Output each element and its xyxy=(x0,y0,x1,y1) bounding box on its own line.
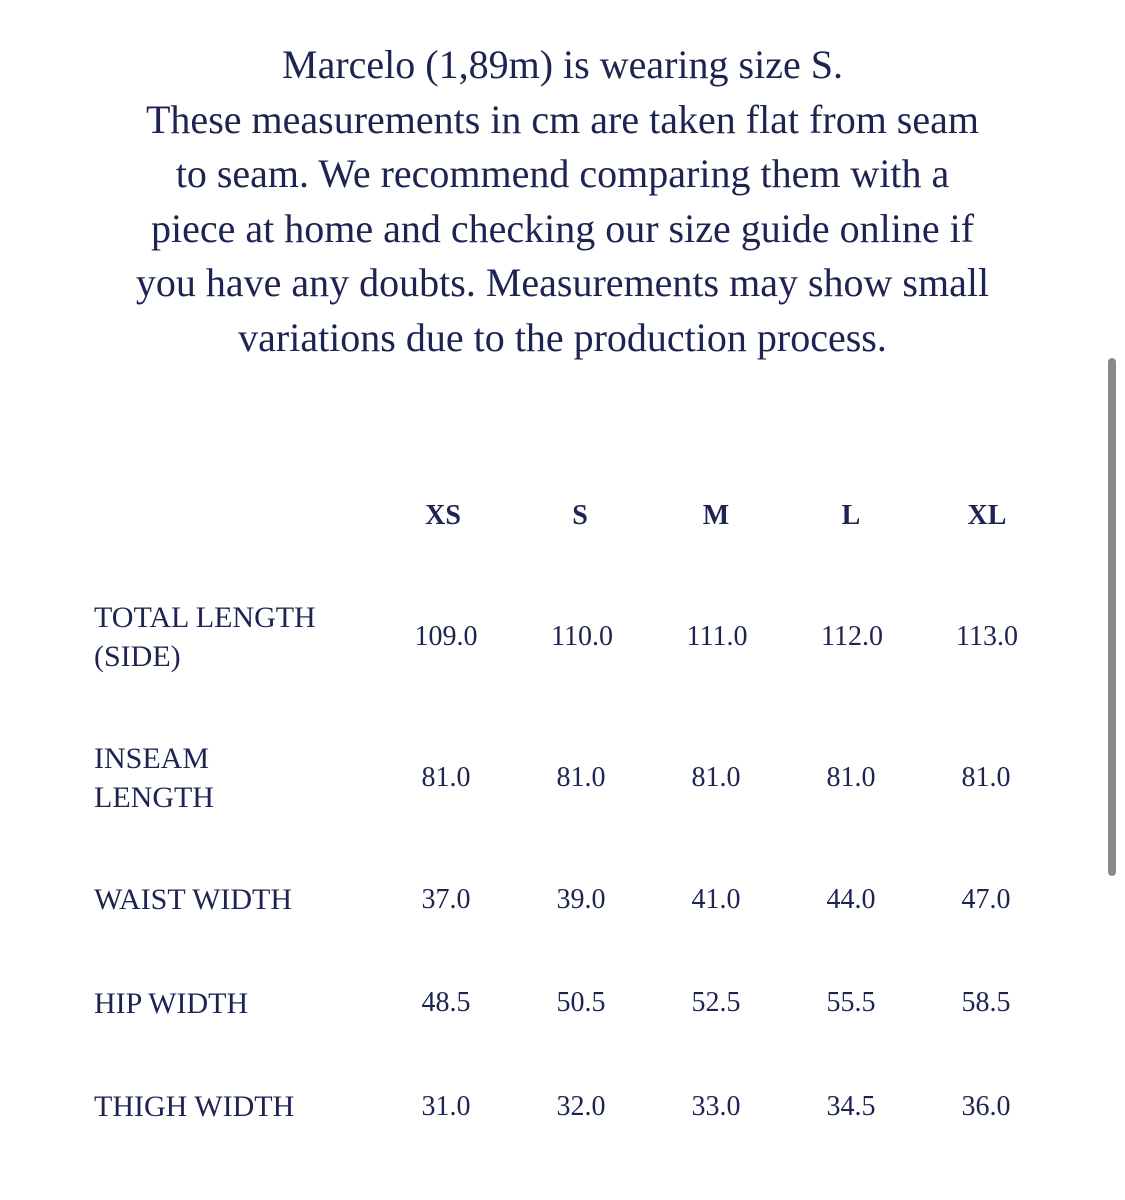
table-cell: 81.0 xyxy=(826,762,876,793)
intro-line: to seam. We recommend comparing them with a xyxy=(175,151,950,196)
table-cell: 36.0 xyxy=(961,1091,1011,1122)
table-cell: 112.0 xyxy=(821,621,883,652)
table-cell: 39.0 xyxy=(556,884,606,915)
table-cell: 58.5 xyxy=(961,987,1011,1018)
table-cell: 81.0 xyxy=(691,762,741,793)
intro-text xyxy=(60,38,1065,365)
table-cell: 109.0 xyxy=(414,621,478,652)
table-cell: 110.0 xyxy=(551,621,613,652)
table-cell: 81.0 xyxy=(556,762,606,793)
table-cell: 37.0 xyxy=(421,884,471,915)
table-cell: 113.0 xyxy=(956,621,1018,652)
vertical-scrollbar[interactable] xyxy=(1108,358,1116,876)
table-cell: 55.5 xyxy=(826,987,876,1018)
table-cell: 34.5 xyxy=(826,1091,876,1122)
table-cell: 48.5 xyxy=(421,987,471,1018)
table-cell: 81.0 xyxy=(421,762,471,793)
row-label-hip-width: HIP WIDTH xyxy=(94,987,249,1020)
table-cell: 81.0 xyxy=(961,762,1011,793)
intro-line: Marcelo (1,89m) is wearing size S. xyxy=(282,42,843,87)
size-header-xs: XS xyxy=(425,500,461,531)
size-header-l: L xyxy=(841,500,861,531)
row-label-thigh-width: THIGH WIDTH xyxy=(94,1090,295,1123)
size-header-s: S xyxy=(572,500,588,531)
intro-line: variations due to the production process. xyxy=(238,314,887,360)
table-cell: 32.0 xyxy=(556,1091,606,1122)
row-label-waist-width: WAIST WIDTH xyxy=(94,883,293,916)
intro-line: piece at home and checking our size guide online if xyxy=(150,205,975,251)
size-header-m: M xyxy=(702,500,730,531)
size-header-xl: XL xyxy=(967,500,1007,531)
table-cell: 41.0 xyxy=(691,884,741,915)
intro-line: These measurements in cm are taken flat from seam xyxy=(146,96,979,142)
table-cell: 31.0 xyxy=(421,1091,471,1122)
row-label-inseam-length: INSEAM LENGTH xyxy=(94,742,214,814)
table-cell: 33.0 xyxy=(691,1091,741,1122)
table-cell: 111.0 xyxy=(686,621,748,652)
table-cell: 44.0 xyxy=(826,884,876,915)
intro-line: you have any doubts. Measurements may show small xyxy=(135,260,990,305)
table-cell: 47.0 xyxy=(961,884,1011,915)
row-label-total-length: TOTAL LENGTH (SIDE) xyxy=(94,601,316,673)
table-cell: 52.5 xyxy=(691,987,741,1018)
table-cell: 50.5 xyxy=(556,987,606,1018)
